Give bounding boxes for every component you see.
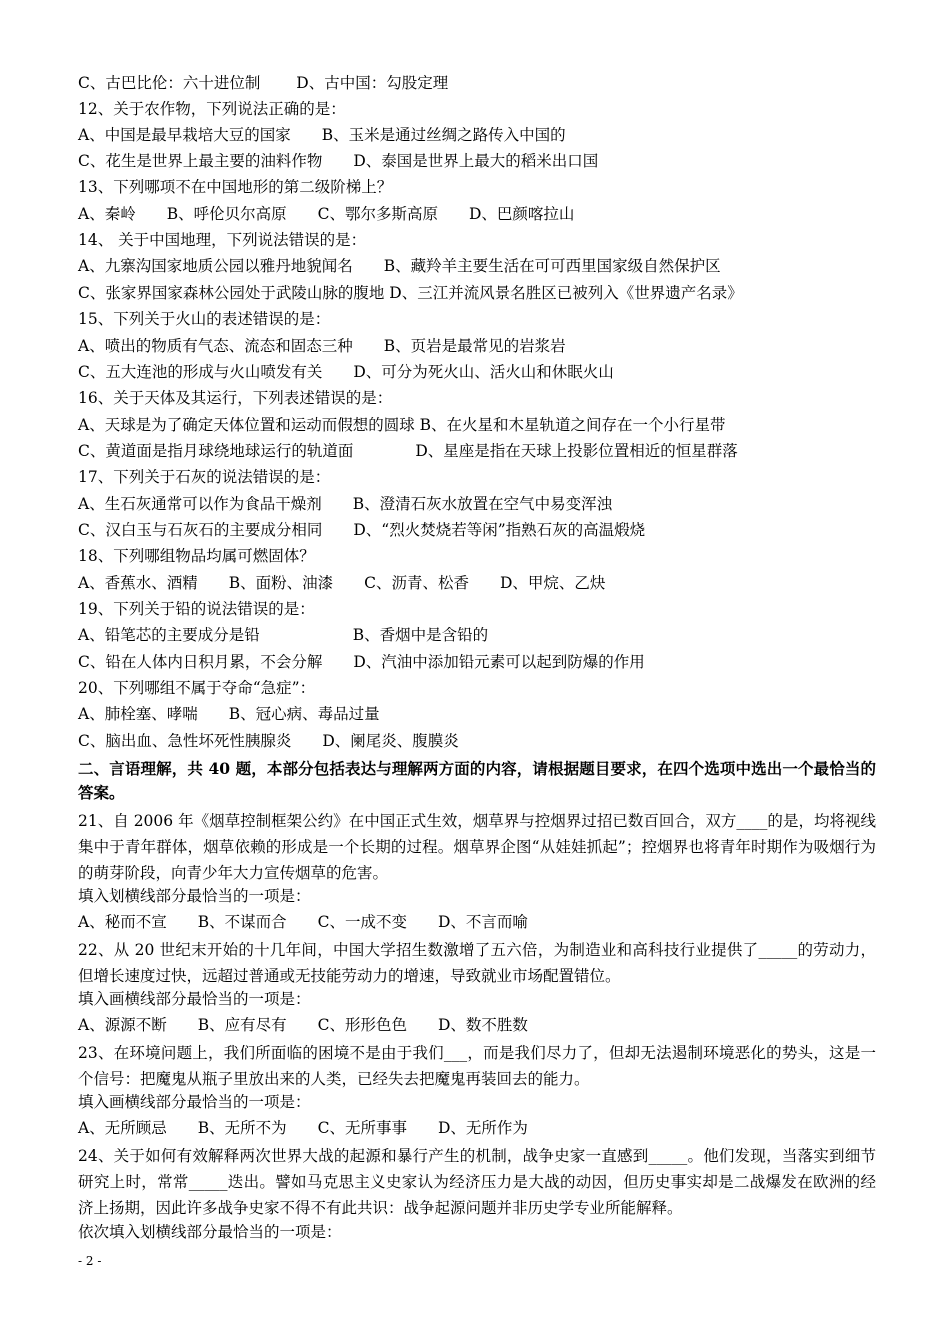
options-line: C、黄道面是指月球绕地球运行的轨道面 D、星座是指在天球上投影位置相近的恒星群落: [78, 442, 738, 460]
options-line: A、香蕉水、酒精 B、面粉、油漆 C、沥青、松香 D、甲烷、乙炔: [78, 574, 606, 592]
options-line: A、天球是为了确定天体位置和运动而假想的圆球 B、在火星和木星轨道之间存在一个小行星带: [78, 416, 726, 434]
options-line: C、花生是世界上最主要的油料作物 D、泰国是世界上最大的稻米出口国: [78, 152, 599, 170]
question-21-stem: 21、自 2006 年《烟草控制框架公约》在中国正式生效，烟草界与控烟界过招已数百回合，双方____的是，均将视线集中于青年群体，烟草依赖的形成是一个长期的过程。烟草界企图“从娃娃抓起”；控烟界也将青年时期作为吸烟行为的萌芽阶段，向青少年大力宣传烟草的危害。: [78, 812, 876, 882]
options-line: A、九寨沟国家地质公园以雅丹地貌闻名 B、藏羚羊主要生活在可可西里国家级自然保护区: [78, 257, 721, 275]
text-line: C、古巴比伦：六十进位制 D、古中国：勾股定理: [78, 74, 449, 92]
options-line: A、铅笔芯的主要成分是铅 B、香烟中是含铅的: [78, 626, 489, 644]
question-24-stem: 24、关于如何有效解释两次世界大战的起源和暴行产生的机制，战争史家一直感到_____。他们发现，当落实到细节研究上时，常常_____迭出。譬如马克思主义史家认为经济压力是大战的动因，但历史事实却是二战爆发在欧洲的经济上扬期，因此许多战争史家不得不有此共识：战争起源问题并非历史学专业所能解释。: [78, 1147, 876, 1217]
question-14: 14、 关于中国地理，下列说法错误的是：: [78, 231, 367, 249]
question-22-options: A、源源不断 B、应有尽有 C、形形色色 D、数不胜数: [78, 1016, 528, 1034]
question-23-options: A、无所顾忌 B、无所不为 C、无所事事 D、无所作为: [78, 1119, 528, 1137]
options-line: C、汉白玉与石灰石的主要成分相同 D、“烈火焚烧若等闲”指熟石灰的高温煅烧: [78, 521, 646, 539]
question-12: 12、关于农作物，下列说法正确的是：: [78, 100, 346, 118]
question-15: 15、下列关于火山的表述错误的是：: [78, 310, 331, 328]
section-heading: 二、言语理解，共 40 题，本部分包括表达与理解两方面的内容，请根据题目要求，在四个选项中选出一个最恰当的答案。: [78, 759, 876, 802]
options-line: A、肺栓塞、哮喘 B、冠心病、毒品过量: [78, 705, 380, 723]
options-line: C、铅在人体内日积月累，不会分解 D、汽油中添加铅元素可以起到防爆的作用: [78, 653, 645, 671]
question-19: 19、下列关于铅的说法错误的是：: [78, 600, 315, 618]
question-18: 18、下列哪组物品均属可燃固体？: [78, 547, 315, 565]
question-20: 20、下列哪组不属于夺命“急症”：: [78, 679, 316, 697]
page-number: - 2 -: [78, 1254, 102, 1268]
options-line: C、张家界国家森林公园处于武陵山脉的腹地 D、三江并流风景名胜区已被列入《世界遗产名录》: [78, 284, 743, 302]
question-16: 16、关于天体及其运行，下列表述错误的是：: [78, 389, 393, 407]
question-23-stem: 23、在环境问题上，我们所面临的困境不是由于我们___，而是我们尽力了，但却无法遏制环境恶化的势头，这是一个信号：把魔鬼从瓶子里放出来的人类，已经失去把魔鬼再装回去的能力。: [78, 1044, 876, 1088]
question-21-prompt: 填入划横线部分最恰当的一项是：: [78, 887, 311, 905]
options-line: A、秦岭 B、呼伦贝尔高原 C、鄂尔多斯高原 D、巴颜喀拉山: [78, 205, 575, 223]
options-line: C、五大连池的形成与火山喷发有关 D、可分为死火山、活火山和休眠火山: [78, 363, 614, 381]
options-line: C、脑出血、急性坏死性胰腺炎 D、阑尾炎、腹膜炎: [78, 732, 459, 750]
question-22-prompt: 填入画横线部分最恰当的一项是：: [78, 990, 311, 1008]
options-line: A、喷出的物质有气态、流态和固态三种 B、页岩是最常见的岩浆岩: [78, 337, 566, 355]
question-13: 13、下列哪项不在中国地形的第二级阶梯上？: [78, 178, 393, 196]
question-17: 17、下列关于石灰的说法错误的是：: [78, 468, 331, 486]
question-22-stem: 22、从 20 世纪末开始的十几年间，中国大学招生数激增了五六倍，为制造业和高科技行业提供了_____的劳动力，但增长速度过快，远超过普通或无技能劳动力的增速，导致就业市场配置错位。: [78, 941, 876, 985]
options-line: A、中国是最早栽培大豆的国家 B、玉米是通过丝绸之路传入中国的: [78, 126, 566, 144]
options-line: A、生石灰通常可以作为食品干燥剂 B、澄清石灰水放置在空气中易变浑浊: [78, 495, 613, 513]
question-24-prompt: 依次填入划横线部分最恰当的一项是：: [78, 1223, 342, 1241]
question-23-prompt: 填入画横线部分最恰当的一项是：: [78, 1093, 311, 1111]
question-21-options: A、秘而不宣 B、不谋而合 C、一成不变 D、不言而喻: [78, 913, 528, 931]
